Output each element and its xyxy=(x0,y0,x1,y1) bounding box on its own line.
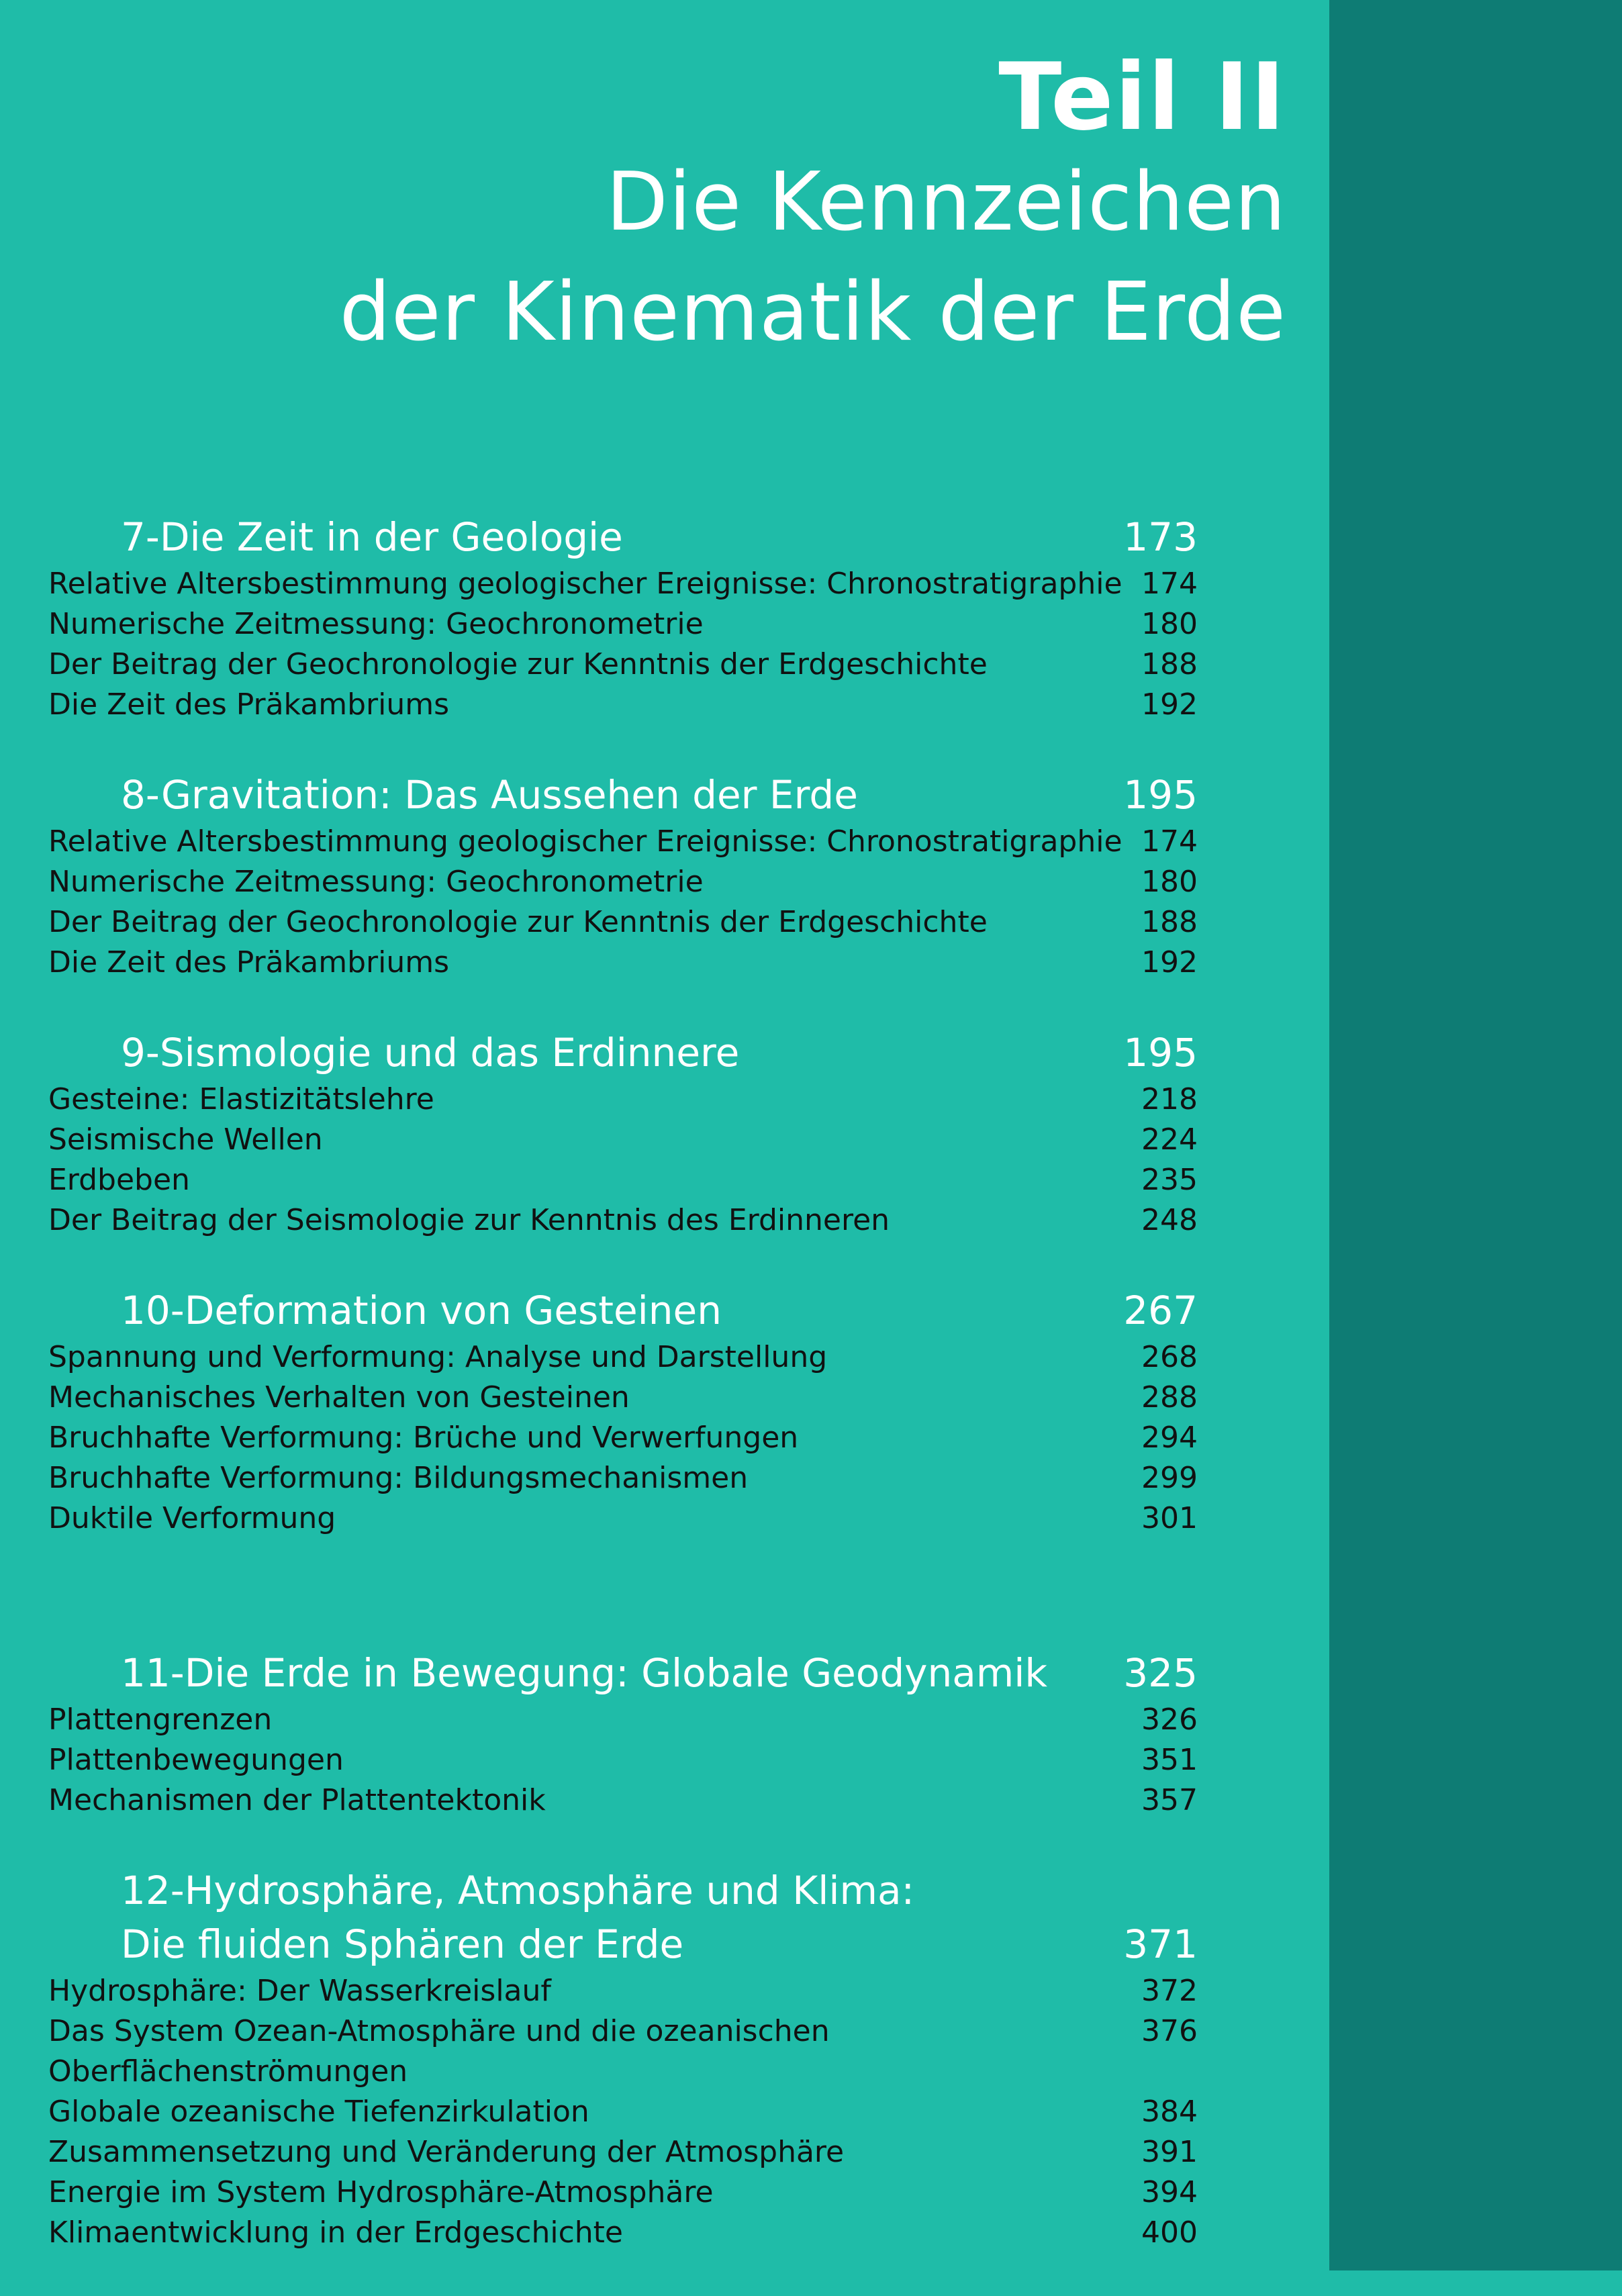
part-label: Teil II xyxy=(998,43,1286,151)
entry-label: Der Beitrag der Geochronologie zur Kenntnis der Erdgeschichte xyxy=(48,647,988,681)
toc-entry[interactable] xyxy=(48,1418,1198,1458)
toc-entry[interactable] xyxy=(48,862,1198,902)
entry-label: Numerische Zeitmessung: Geochronometrie xyxy=(48,865,704,899)
chapter-heading[interactable] xyxy=(48,1646,1198,1700)
entry-page: 188 xyxy=(1141,647,1198,681)
side-color-band xyxy=(1329,0,1622,2270)
chapter-10 xyxy=(48,1284,1198,1539)
entry-label: Gesteine: Elastizitätslehre xyxy=(48,1082,434,1116)
entry-page: 192 xyxy=(1141,945,1198,979)
chapter-title: 11-Die Erde in Bewegung: Globale Geodynamik xyxy=(121,1650,1047,1696)
chapter-heading-line-2[interactable] xyxy=(48,1917,1198,1971)
entry-page: 391 xyxy=(1141,2135,1198,2169)
entry-page: 357 xyxy=(1141,1783,1198,1817)
toc-entry[interactable] xyxy=(48,943,1198,983)
entry-label: Bruchhafte Verformung: Brüche und Verwerfungen xyxy=(48,1421,799,1455)
entry-label: Die Zeit des Präkambriums xyxy=(48,687,450,722)
chapter-9 xyxy=(48,1026,1198,1241)
entry-label: Energie im System Hydrosphäre-Atmosphäre xyxy=(48,2175,714,2209)
entry-page: 301 xyxy=(1141,1501,1198,1535)
toc-entry[interactable] xyxy=(48,2213,1198,2253)
toc-entry[interactable] xyxy=(48,1378,1198,1418)
entry-page: 400 xyxy=(1141,2215,1198,2250)
chapter-heading[interactable] xyxy=(48,1026,1198,1080)
entry-page: 188 xyxy=(1141,905,1198,939)
entry-label: Der Beitrag der Geochronologie zur Kenntnis der Erdgeschichte xyxy=(48,905,988,939)
chapter-heading[interactable] xyxy=(48,1284,1198,1337)
entry-label: Mechanismen der Plattentektonik xyxy=(48,1783,546,1817)
entry-page: 326 xyxy=(1141,1703,1198,1737)
chapter-11 xyxy=(48,1646,1198,1821)
toc-entry[interactable] xyxy=(48,2092,1198,2132)
part-title-line-1: Die Kennzeichen xyxy=(606,156,1286,249)
entry-page: 192 xyxy=(1141,687,1198,722)
toc-entry[interactable] xyxy=(48,1740,1198,1780)
entry-label: Mechanisches Verhalten von Gesteinen xyxy=(48,1380,630,1415)
toc-entry[interactable] xyxy=(48,1160,1198,1200)
entry-label: Klimaentwicklung in der Erdgeschichte xyxy=(48,2215,623,2250)
toc-entry[interactable] xyxy=(48,1200,1198,1241)
entry-label: Hydrosphäre: Der Wasserkreislauf xyxy=(48,1974,551,2008)
chapter-page: 195 xyxy=(1123,772,1198,818)
entry-page: 288 xyxy=(1141,1380,1198,1415)
chapter-8 xyxy=(48,768,1198,983)
entry-page: 376 xyxy=(1141,2014,1198,2048)
entry-label: Seismische Wellen xyxy=(48,1122,323,1157)
entry-page: 248 xyxy=(1141,1203,1198,1237)
toc-entry[interactable] xyxy=(48,1458,1198,1498)
chapter-heading-line-1[interactable] xyxy=(48,1864,1198,1917)
entry-label: Globale ozeanische Tiefenzirkulation xyxy=(48,2095,589,2129)
entry-page: 351 xyxy=(1141,1743,1198,1777)
entry-page: 394 xyxy=(1141,2175,1198,2209)
chapter-title-line-2: Die fluiden Sphären der Erde xyxy=(121,1921,684,1967)
chapter-page: 267 xyxy=(1123,1288,1198,1333)
toc-entry[interactable] xyxy=(48,685,1198,725)
toc-entry[interactable] xyxy=(48,902,1198,943)
entry-label: Das System Ozean-Atmosphäre und die ozeanischen Oberflächenströmungen xyxy=(48,2014,830,2089)
entry-label: Numerische Zeitmessung: Geochronometrie xyxy=(48,607,704,641)
toc-entry[interactable] xyxy=(48,2172,1198,2213)
entry-page: 294 xyxy=(1141,1421,1198,1455)
entry-label: Duktile Verformung xyxy=(48,1501,336,1535)
chapter-heading[interactable] xyxy=(48,510,1198,564)
entry-page: 372 xyxy=(1141,1974,1198,2008)
chapter-title: 9-Sismologie und das Erdinnere xyxy=(121,1030,740,1075)
chapter-page: 195 xyxy=(1123,1030,1198,1075)
entry-page: 174 xyxy=(1141,824,1198,859)
entry-page: 299 xyxy=(1141,1461,1198,1495)
chapter-12 xyxy=(48,1864,1198,2253)
toc-entry[interactable] xyxy=(48,1971,1198,2011)
toc-entry[interactable] xyxy=(48,604,1198,644)
entry-label: Zusammensetzung und Veränderung der Atmosphäre xyxy=(48,2135,845,2169)
part-header xyxy=(339,43,1286,368)
entry-page: 218 xyxy=(1141,1082,1198,1116)
toc-entry[interactable] xyxy=(48,1337,1198,1378)
toc-entry[interactable] xyxy=(48,1120,1198,1160)
entry-page: 235 xyxy=(1141,1163,1198,1197)
table-of-contents xyxy=(48,510,1198,2296)
entry-page: 384 xyxy=(1141,2095,1198,2129)
entry-label: Spannung und Verformung: Analyse und Darstellung xyxy=(48,1340,828,1374)
chapter-title: 7-Die Zeit in der Geologie xyxy=(121,514,623,560)
entry-page: 180 xyxy=(1141,865,1198,899)
chapter-heading[interactable] xyxy=(48,768,1198,822)
toc-entry[interactable] xyxy=(48,822,1198,862)
entry-label: Plattenbewegungen xyxy=(48,1743,344,1777)
toc-entry[interactable] xyxy=(48,1498,1198,1539)
entry-page: 224 xyxy=(1141,1122,1198,1157)
chapter-title: 12-Hydrosphäre, Atmosphäre und Klima: xyxy=(121,1868,915,1913)
entry-label: Relative Altersbestimmung geologischer Ereignisse: Chronostratigraphie xyxy=(48,567,1123,601)
chapter-page: 325 xyxy=(1123,1650,1198,1696)
toc-entry[interactable] xyxy=(48,1080,1198,1120)
entry-page: 174 xyxy=(1141,567,1198,601)
toc-entry[interactable] xyxy=(48,564,1198,604)
entry-label: Erdbeben xyxy=(48,1163,190,1197)
toc-entry[interactable] xyxy=(48,1780,1198,1821)
toc-entry[interactable] xyxy=(48,2132,1198,2172)
toc-entry[interactable] xyxy=(48,2011,1198,2092)
chapter-title: 10-Deformation von Gesteinen xyxy=(121,1288,722,1333)
entry-label: Relative Altersbestimmung geologischer Ereignisse: Chronostratigraphie xyxy=(48,824,1123,859)
entry-label: Die Zeit des Präkambriums xyxy=(48,945,450,979)
chapter-page: 173 xyxy=(1123,514,1198,560)
chapter-7 xyxy=(48,510,1198,725)
entry-label: Bruchhafte Verformung: Bildungsmechanismen xyxy=(48,1461,749,1495)
chapter-page: 371 xyxy=(1123,1921,1198,1967)
entry-label: Plattengrenzen xyxy=(48,1703,273,1737)
entry-page: 268 xyxy=(1141,1340,1198,1374)
toc-entry[interactable] xyxy=(48,1700,1198,1740)
chapter-title: 8-Gravitation: Das Aussehen der Erde xyxy=(121,772,858,818)
entry-label: Der Beitrag der Seismologie zur Kenntnis des Erdinneren xyxy=(48,1203,890,1237)
entry-page: 180 xyxy=(1141,607,1198,641)
part-title-line-2: der Kinematik der Erde xyxy=(339,266,1286,359)
toc-entry[interactable] xyxy=(48,644,1198,685)
